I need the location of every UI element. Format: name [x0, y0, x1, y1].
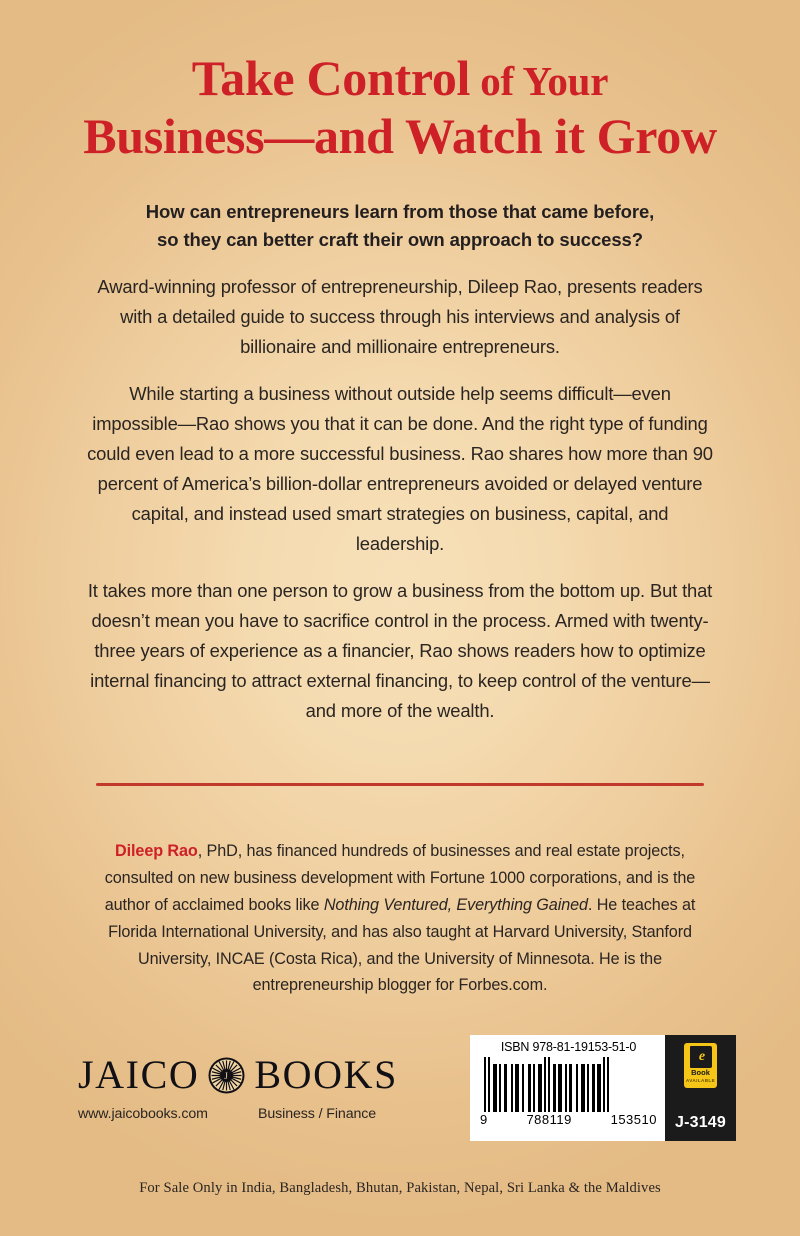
body-paragraph-1: Award-winning professor of entrepreneurship, Dileep Rao, presents readers with a detailed guide to success through his interviews and analysis of billionaire and millionaire entrepreneurs.: [97, 276, 703, 357]
publisher-wordmark: [78, 1052, 408, 1098]
ebook-available-badge-icon: [684, 1043, 717, 1088]
body-paragraph-2: While starting a business without outside help seems difficult—even impossible—Rao shows you that it can be done. And the right type of funding could even lead to a more successful business. Rao shares how more than 90 percent of America’s billion-dollar entrepreneurs avoided or delayed venture capital, and instead used smart strategies on business, capital, and leadership.: [87, 383, 713, 554]
isbn-label: ISBN 978-81-19153-51-0: [500, 1040, 637, 1054]
publisher-name-left: JAICO: [78, 1052, 200, 1097]
publisher-name-right: BOOKS: [254, 1052, 398, 1097]
publisher-meta: [78, 1106, 408, 1122]
section-divider: [96, 783, 704, 786]
subheading-line-2: so they can better craft their own approach to success?: [157, 229, 643, 251]
author-bio-part-2: . He teaches at Florida International University, and has also taught at Harvard University, Stanford University, INCAE (Costa Rica), and the University of Minnesota. He is the entrepreneurship blogger for Forbes.com.: [108, 895, 696, 995]
author-name: Dileep Rao: [115, 842, 198, 860]
barcode-digit-group-left: 788119: [526, 1111, 572, 1127]
ebook-word: Book: [691, 1068, 710, 1077]
subheading: [90, 198, 710, 254]
barcode-area: [470, 1035, 665, 1141]
sunburst-emblem-icon: [208, 1057, 245, 1094]
isbn-barcode-block: [470, 1035, 736, 1141]
body-paragraph-3: It takes more than one person to grow a business from the bottom up. But that doesn’t mean you have to sacrifice control in the process. Armed with twenty-three years of experience as a financier, Rao shows readers how to optimize internal financing to attract external financing, to keep control of the venture—and more of the wealth.: [87, 580, 713, 721]
author-bio-part-1: , PhD, has financed hundreds of businesses and real estate projects, consulted on new business development with Fortune 1000 corporations, and is the author of acclaimed books like: [104, 842, 696, 914]
barcode-digits: [478, 1112, 659, 1126]
ebook-letter: e: [690, 1046, 712, 1068]
publisher-block: [78, 1052, 408, 1122]
book-category: Business / Finance: [258, 1106, 377, 1122]
referenced-book-title: Nothing Ventured, Everything Gained: [323, 895, 588, 914]
ebook-panel: [665, 1035, 736, 1141]
headline-line-1-rest: of Your: [470, 58, 609, 104]
publisher-website[interactable]: www.jaicobooks.com: [78, 1106, 208, 1122]
emblem-letter: J: [224, 1071, 230, 1082]
territory-sale-note: For Sale Only in India, Bangladesh, Bhutan, Pakistan, Nepal, Sri Lanka & the Maldives: [139, 1180, 661, 1196]
headline: [0, 52, 800, 163]
headline-line-2: Business—and Watch it Grow: [83, 108, 717, 164]
ebook-available-text: AVAILABLE: [685, 1078, 716, 1084]
author-bio: [96, 838, 704, 999]
subheading-line-1: How can entrepreneurs learn from those that came before,: [145, 201, 655, 222]
catalog-code: J-3149: [674, 1114, 727, 1131]
headline-line-1: [40, 52, 760, 105]
body-copy: [86, 272, 714, 726]
barcode-bars: [478, 1057, 659, 1112]
headline-emphasis: Take Control: [191, 50, 471, 106]
barcode-digit-first: 9: [480, 1111, 488, 1127]
barcode-digit-group-right: 153510: [610, 1111, 657, 1127]
